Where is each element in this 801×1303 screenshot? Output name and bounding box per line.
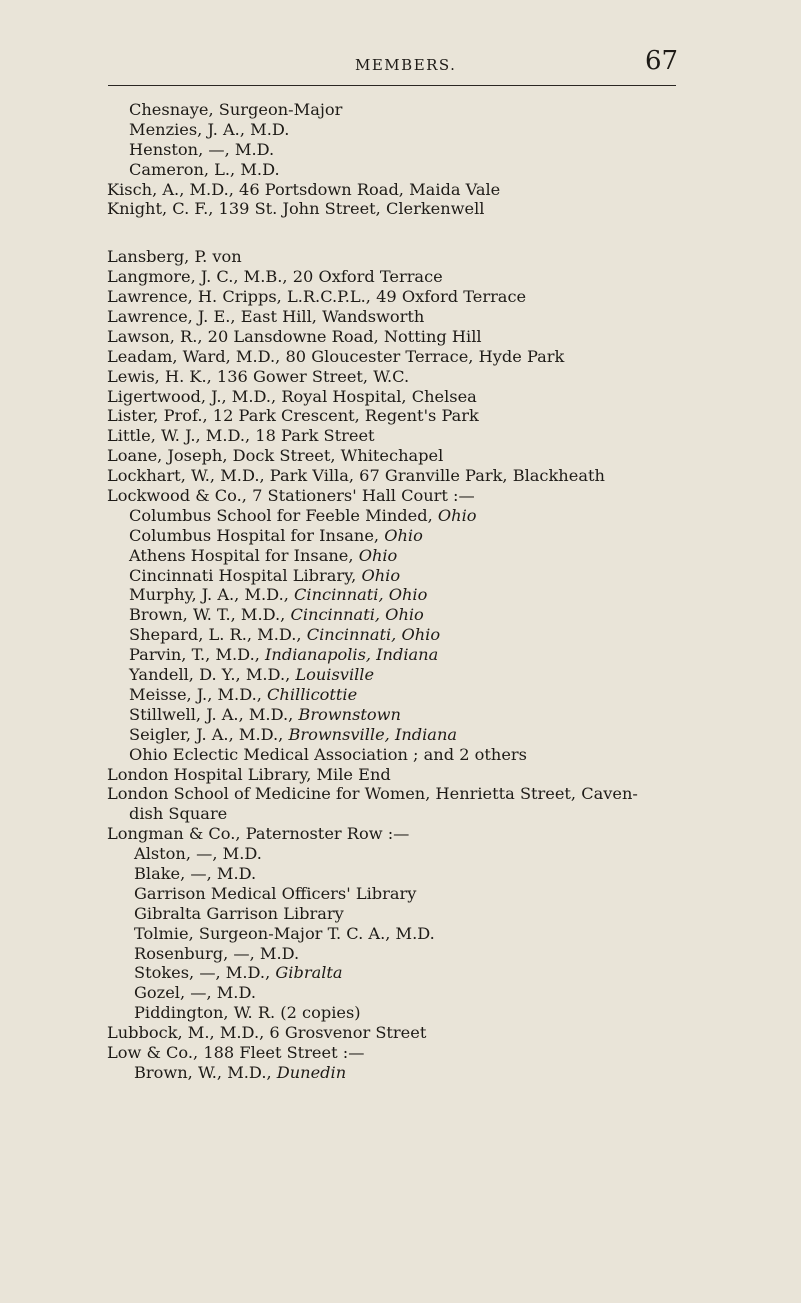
entry-text: Parvin, T., M.D., [129, 645, 266, 665]
entry-text: Lansberg, P. von [107, 247, 242, 267]
entry-text: Lister, Prof., 12 Park Crescent, Regent's Park [107, 406, 479, 426]
member-entry [0, 844, 801, 864]
member-entry [0, 824, 801, 844]
entry-text: Little, W. J., M.D., 18 Park Street [107, 426, 375, 446]
member-entry [0, 585, 801, 605]
entry-text: Loane, Joseph, Dock Street, Whitechapel [107, 446, 444, 466]
member-entry [0, 765, 801, 785]
member-entry [0, 804, 801, 824]
member-entry [0, 566, 801, 586]
member-entry [0, 725, 801, 745]
member-entry [0, 199, 801, 219]
entry-place: Louisville [295, 665, 375, 685]
entry-place: Cincinnati, Ohio [306, 625, 441, 645]
member-entry [0, 924, 801, 944]
entry-text: Langmore, J. C., M.B., 20 Oxford Terrace [107, 267, 443, 287]
entry-place: Chillicottie [267, 684, 358, 704]
entry-text: Henston, —, M.D. [129, 139, 275, 159]
entry-text: Gibralta Garrison Library [134, 903, 344, 923]
entry-text: Tolmie, Surgeon-Major T. C. A., M.D. [134, 923, 435, 943]
member-entry [0, 327, 801, 347]
page-number: 67 [645, 46, 679, 76]
page-header [0, 44, 801, 84]
entry-place: Cincinnati, Ohio [294, 585, 428, 605]
entry-place: Brownsville, Indiana [288, 724, 458, 744]
entry-text: Stokes, —, M.D., [134, 963, 276, 983]
member-entry [0, 983, 801, 1003]
member-entry [0, 120, 801, 140]
entry-text: Shepard, L. R., M.D., [129, 625, 307, 645]
entry-text: Kisch, A., M.D., 46 Portsdown Road, Maida Vale [107, 179, 501, 199]
entry-text: London Hospital Library, Mile End [107, 764, 391, 784]
entry-place: Ohio [384, 525, 423, 545]
member-entry [0, 546, 801, 566]
member-entry [0, 1063, 801, 1083]
entry-text: Meisse, J., M.D., [129, 684, 268, 704]
entry-place: Ohio [361, 565, 401, 585]
entry-text: Knight, C. F., 139 St. John Street, Clerkenwell [107, 199, 485, 219]
entry-place: Cincinnati, Ohio [290, 605, 424, 625]
entry-text: Yandell, D. Y., M.D., [129, 665, 296, 685]
entry-text: Low & Co., 188 Fleet Street :— [107, 1042, 365, 1062]
member-entry [0, 267, 801, 287]
member-entry [0, 904, 801, 924]
member-entry [0, 446, 801, 466]
entry-text: Garrison Medical Officers' Library [134, 883, 417, 903]
entry-text: Lewis, H. K., 136 Gower Street, W.C. [107, 366, 410, 386]
entry-text: Cameron, L., M.D. [129, 159, 280, 179]
section-gap [0, 219, 801, 247]
entry-text: Lockwood & Co., 7 Stationers' Hall Court :— [107, 486, 475, 506]
member-entry [0, 486, 801, 506]
entry-place: Ohio [437, 505, 477, 525]
member-entry [0, 506, 801, 526]
member-entry [0, 1043, 801, 1063]
member-entry [0, 645, 801, 665]
member-entry [0, 526, 801, 546]
member-entry [0, 605, 801, 625]
entry-text: Lawrence, H. Cripps, L.R.C.P.L., 49 Oxford Terrace [107, 287, 527, 307]
entry-text: Lawson, R., 20 Lansdowne Road, Notting Hill [107, 326, 482, 346]
entry-place: Dunedin [276, 1062, 347, 1082]
member-entry [0, 347, 801, 367]
member-entry [0, 387, 801, 407]
entry-text: Lubbock, M., M.D., 6 Grosvenor Street [107, 1023, 427, 1043]
entry-text: dish Square [129, 804, 228, 824]
member-entry [0, 685, 801, 705]
entry-text: Ohio Eclectic Medical Association ; and 2 others [129, 744, 527, 764]
member-entry [0, 140, 801, 160]
entry-text: Cincinnati Hospital Library, [129, 565, 362, 585]
member-entry [0, 784, 801, 804]
member-entry [0, 745, 801, 765]
member-entry [0, 426, 801, 446]
member-entry [0, 1023, 801, 1043]
member-entry [0, 466, 801, 486]
entry-text: London School of Medicine for Women, Henrietta Street, Caven- [107, 784, 638, 804]
running-head: MEMBERS. [355, 56, 457, 74]
entry-place: Gibralta [275, 963, 343, 983]
entry-text: Menzies, J. A., M.D. [129, 119, 290, 139]
entry-place: Indianapolis, Indiana [265, 645, 439, 665]
entry-text: Lockhart, W., M.D., Park Villa, 67 Granville Park, Blackheath [107, 466, 605, 486]
entry-text: Piddington, W. R. (2 copies) [134, 1003, 361, 1023]
entry-text: Athens Hospital for Insane, [129, 545, 359, 565]
entry-text: Columbus Hospital for Insane, [129, 525, 385, 545]
entry-text: Seigler, J. A., M.D., [129, 724, 289, 744]
entry-text: Alston, —, M.D. [134, 844, 262, 864]
member-entry [0, 705, 801, 725]
entry-text: Chesnaye, Surgeon-Major [129, 100, 343, 119]
entry-text: Stillwell, J. A., M.D., [129, 704, 299, 724]
member-entry [0, 406, 801, 426]
member-entry [0, 963, 801, 983]
entry-text: Brown, W., M.D., [134, 1062, 277, 1082]
member-entry [0, 367, 801, 387]
member-entry [0, 864, 801, 884]
entry-text: Lawrence, J. E., East Hill, Wandsworth [107, 307, 425, 327]
entry-text: Columbus School for Feeble Minded, [129, 505, 438, 525]
member-entry [0, 287, 801, 307]
member-entry [0, 625, 801, 645]
entry-text: Gozel, —, M.D. [134, 983, 256, 1003]
member-entry [0, 180, 801, 200]
entry-text: Longman & Co., Paternoster Row :— [107, 824, 410, 844]
member-entry [0, 247, 801, 267]
member-list [0, 100, 801, 1083]
header-rule [108, 85, 676, 86]
member-entry [0, 665, 801, 685]
entry-text: Leadam, Ward, M.D., 80 Gloucester Terrace, Hyde Park [107, 346, 565, 366]
member-entry [0, 1003, 801, 1023]
member-entry [0, 884, 801, 904]
member-entry [0, 100, 801, 120]
member-entry [0, 307, 801, 327]
entry-text: Rosenburg, —, M.D. [134, 943, 300, 963]
member-entry [0, 160, 801, 180]
entry-text: Brown, W. T., M.D., [129, 605, 291, 625]
entry-text: Ligertwood, J., M.D., Royal Hospital, Chelsea [107, 386, 477, 406]
member-entry [0, 944, 801, 964]
entry-place: Ohio [358, 545, 398, 565]
entry-text: Murphy, J. A., M.D., [129, 585, 295, 605]
entry-place: Brownstown [298, 704, 401, 724]
entry-text: Blake, —, M.D. [134, 863, 257, 883]
